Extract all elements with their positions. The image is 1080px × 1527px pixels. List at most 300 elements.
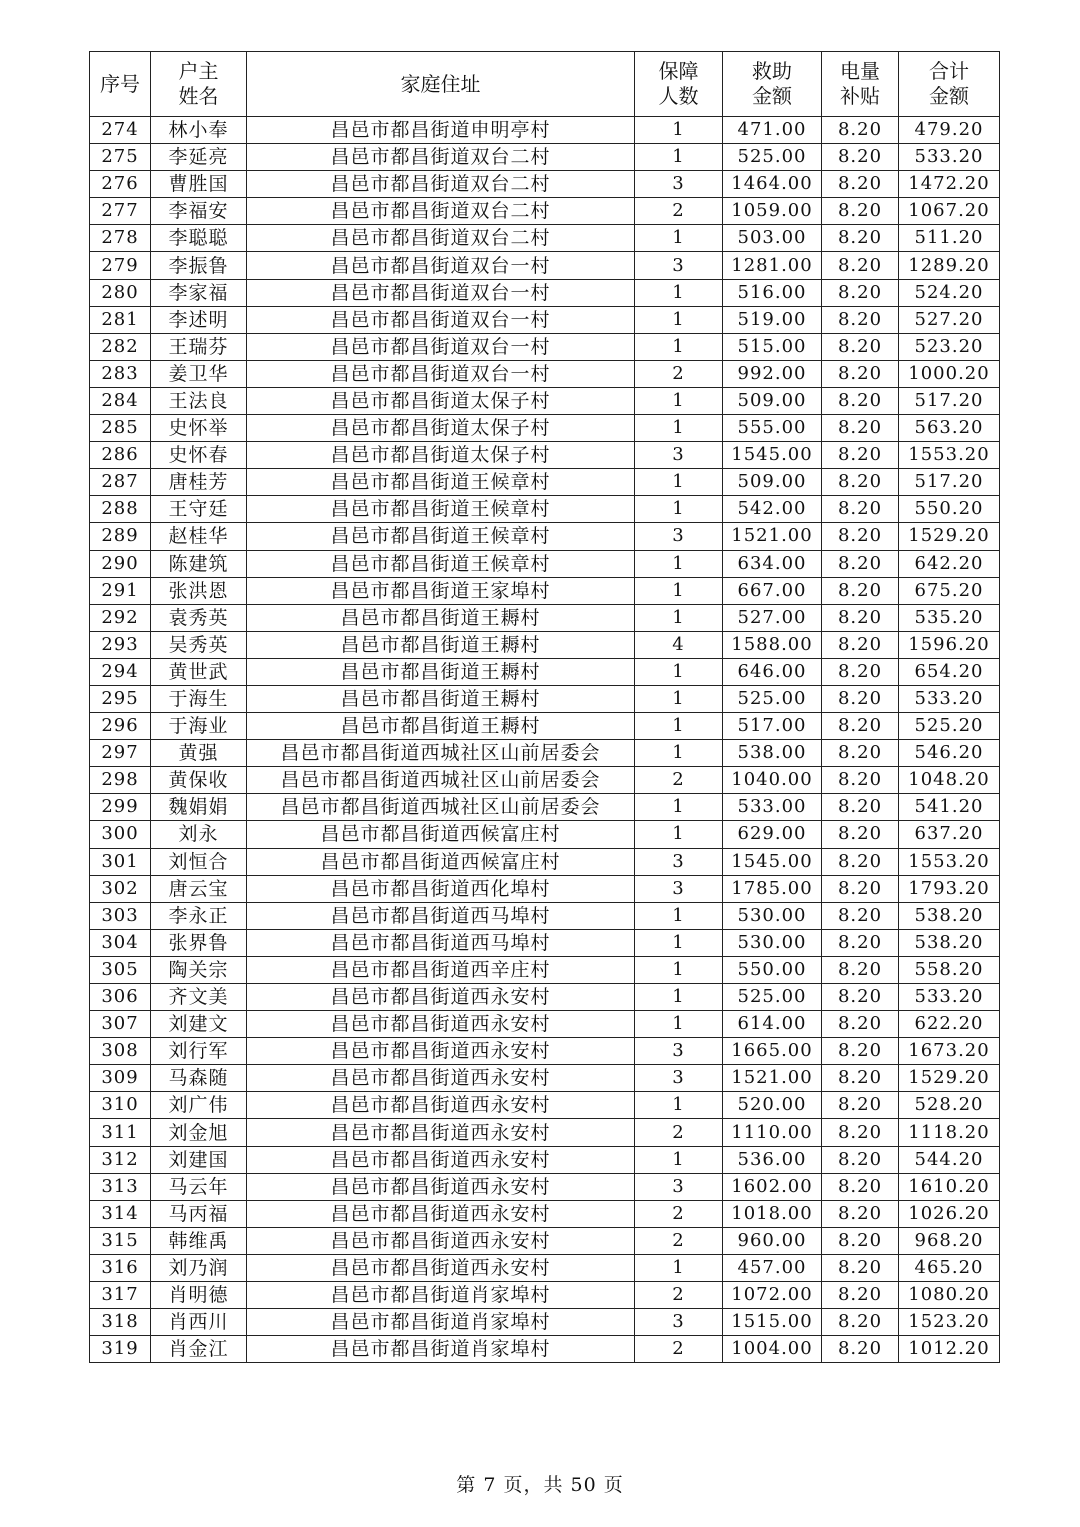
- seq-cell: 288: [90, 496, 151, 523]
- name-cell: 曹胜国: [151, 171, 247, 198]
- electricity-subsidy-cell: 8.20: [822, 794, 899, 821]
- name-cell: 李振鲁: [151, 252, 247, 279]
- page-number-text: 第 7 页，共 50 页: [456, 1474, 624, 1496]
- header-total-line2: 金额: [929, 84, 969, 108]
- seq-cell: 317: [90, 1282, 151, 1309]
- name-cell: 于海业: [151, 713, 247, 740]
- total-amount-cell: 533.20: [899, 984, 1000, 1011]
- aid-amount-cell: 1602.00: [723, 1173, 822, 1200]
- persons-cell: 1: [635, 117, 723, 144]
- table-row: [90, 604, 1000, 631]
- name-cell: 刘乃润: [151, 1254, 247, 1281]
- table-row: [90, 821, 1000, 848]
- address-cell: 昌邑市都昌街道西永安村: [247, 1173, 635, 1200]
- electricity-subsidy-cell: 8.20: [822, 685, 899, 712]
- address-cell: 昌邑市都昌街道西永安村: [247, 1200, 635, 1227]
- electricity-subsidy-cell: 8.20: [822, 875, 899, 902]
- electricity-subsidy-cell: 8.20: [822, 117, 899, 144]
- aid-amount-cell: 509.00: [723, 387, 822, 414]
- address-cell: 昌邑市都昌街道双台一村: [247, 306, 635, 333]
- electricity-subsidy-cell: 8.20: [822, 333, 899, 360]
- electricity-subsidy-cell: 8.20: [822, 1309, 899, 1336]
- total-amount-cell: 1012.20: [899, 1336, 1000, 1363]
- aid-amount-cell: 520.00: [723, 1092, 822, 1119]
- electricity-subsidy-cell: 8.20: [822, 577, 899, 604]
- table-row: [90, 1011, 1000, 1038]
- address-cell: 昌邑市都昌街道西马埠村: [247, 929, 635, 956]
- aid-amount-cell: 515.00: [723, 333, 822, 360]
- electricity-subsidy-cell: 8.20: [822, 1200, 899, 1227]
- aid-amount-cell: 503.00: [723, 225, 822, 252]
- aid-amount-cell: 1545.00: [723, 442, 822, 469]
- total-amount-cell: 511.20: [899, 225, 1000, 252]
- address-cell: 昌邑市都昌街道西城社区山前居委会: [247, 794, 635, 821]
- aid-amount-cell: 533.00: [723, 794, 822, 821]
- electricity-subsidy-cell: 8.20: [822, 225, 899, 252]
- address-cell: 昌邑市都昌街道双台一村: [247, 279, 635, 306]
- electricity-subsidy-cell: 8.20: [822, 902, 899, 929]
- electricity-subsidy-cell: 8.20: [822, 469, 899, 496]
- total-amount-cell: 546.20: [899, 740, 1000, 767]
- total-amount-cell: 1596.20: [899, 631, 1000, 658]
- aid-amount-cell: 517.00: [723, 713, 822, 740]
- aid-amount-cell: 530.00: [723, 902, 822, 929]
- table-row: [90, 1200, 1000, 1227]
- name-cell: 王瑞芬: [151, 333, 247, 360]
- persons-cell: 3: [635, 1038, 723, 1065]
- name-cell: 刘行军: [151, 1038, 247, 1065]
- aid-amount-cell: 538.00: [723, 740, 822, 767]
- name-cell: 李家福: [151, 279, 247, 306]
- aid-amount-cell: 530.00: [723, 929, 822, 956]
- persons-cell: 2: [635, 198, 723, 225]
- persons-cell: 3: [635, 1173, 723, 1200]
- name-cell: 李述明: [151, 306, 247, 333]
- aid-amount-cell: 1521.00: [723, 1065, 822, 1092]
- persons-cell: 2: [635, 1282, 723, 1309]
- total-amount-cell: 1067.20: [899, 198, 1000, 225]
- header-total-line1: 合计: [929, 59, 969, 83]
- seq-cell: 275: [90, 144, 151, 171]
- total-amount-cell: 675.20: [899, 577, 1000, 604]
- total-amount-cell: 968.20: [899, 1227, 1000, 1254]
- name-cell: 肖西川: [151, 1309, 247, 1336]
- electricity-subsidy-cell: 8.20: [822, 387, 899, 414]
- persons-cell: 1: [635, 387, 723, 414]
- aid-amount-cell: 992.00: [723, 360, 822, 387]
- seq-cell: 304: [90, 929, 151, 956]
- name-cell: 张洪恩: [151, 577, 247, 604]
- persons-cell: 1: [635, 685, 723, 712]
- persons-cell: 1: [635, 821, 723, 848]
- persons-cell: 3: [635, 875, 723, 902]
- address-cell: 昌邑市都昌街道王耨村: [247, 658, 635, 685]
- aid-amount-cell: 1588.00: [723, 631, 822, 658]
- seq-cell: 286: [90, 442, 151, 469]
- electricity-subsidy-cell: 8.20: [822, 604, 899, 631]
- persons-cell: 1: [635, 740, 723, 767]
- address-cell: 昌邑市都昌街道西马埠村: [247, 902, 635, 929]
- address-cell: 昌邑市都昌街道王候章村: [247, 469, 635, 496]
- table-row: [90, 117, 1000, 144]
- electricity-subsidy-cell: 8.20: [822, 252, 899, 279]
- address-cell: 昌邑市都昌街道申明亭村: [247, 117, 635, 144]
- table-row: [90, 1173, 1000, 1200]
- name-cell: 吴秀英: [151, 631, 247, 658]
- address-cell: 昌邑市都昌街道西永安村: [247, 1092, 635, 1119]
- table-row: [90, 198, 1000, 225]
- seq-cell: 315: [90, 1227, 151, 1254]
- name-cell: 刘恒合: [151, 848, 247, 875]
- persons-cell: 1: [635, 604, 723, 631]
- aid-amount-cell: 471.00: [723, 117, 822, 144]
- total-amount-cell: 479.20: [899, 117, 1000, 144]
- name-cell: 刘金旭: [151, 1119, 247, 1146]
- persons-cell: 1: [635, 333, 723, 360]
- aid-amount-cell: 1545.00: [723, 848, 822, 875]
- aid-amount-cell: 519.00: [723, 306, 822, 333]
- address-cell: 昌邑市都昌街道王候章村: [247, 523, 635, 550]
- electricity-subsidy-cell: 8.20: [822, 144, 899, 171]
- total-amount-cell: 563.20: [899, 415, 1000, 442]
- name-cell: 袁秀英: [151, 604, 247, 631]
- total-amount-cell: 558.20: [899, 956, 1000, 983]
- seq-cell: 276: [90, 171, 151, 198]
- address-cell: 昌邑市都昌街道王耨村: [247, 685, 635, 712]
- table-row: [90, 1038, 1000, 1065]
- seq-cell: 292: [90, 604, 151, 631]
- seq-cell: 312: [90, 1146, 151, 1173]
- persons-cell: 2: [635, 767, 723, 794]
- aid-amount-cell: 1004.00: [723, 1336, 822, 1363]
- persons-cell: 2: [635, 1336, 723, 1363]
- electricity-subsidy-cell: 8.20: [822, 442, 899, 469]
- aid-amount-cell: 1464.00: [723, 171, 822, 198]
- aid-amount-cell: 1059.00: [723, 198, 822, 225]
- aid-amount-cell: 614.00: [723, 1011, 822, 1038]
- total-amount-cell: 1026.20: [899, 1200, 1000, 1227]
- persons-cell: 1: [635, 929, 723, 956]
- name-cell: 刘广伟: [151, 1092, 247, 1119]
- persons-cell: 3: [635, 252, 723, 279]
- address-cell: 昌邑市都昌街道西永安村: [247, 1254, 635, 1281]
- persons-cell: 4: [635, 631, 723, 658]
- electricity-subsidy-cell: 8.20: [822, 1011, 899, 1038]
- address-cell: 昌邑市都昌街道西永安村: [247, 1119, 635, 1146]
- seq-cell: 283: [90, 360, 151, 387]
- electricity-subsidy-cell: 8.20: [822, 171, 899, 198]
- seq-cell: 311: [90, 1119, 151, 1146]
- electricity-subsidy-cell: 8.20: [822, 740, 899, 767]
- seq-cell: 301: [90, 848, 151, 875]
- address-cell: 昌邑市都昌街道西城社区山前居委会: [247, 740, 635, 767]
- seq-cell: 281: [90, 306, 151, 333]
- name-cell: 刘建国: [151, 1146, 247, 1173]
- seq-cell: 316: [90, 1254, 151, 1281]
- address-cell: 昌邑市都昌街道西永安村: [247, 1038, 635, 1065]
- table-row: [90, 794, 1000, 821]
- header-seq-label: 序号: [100, 71, 140, 96]
- table-row: [90, 767, 1000, 794]
- seq-cell: 302: [90, 875, 151, 902]
- address-cell: 昌邑市都昌街道西城社区山前居委会: [247, 767, 635, 794]
- persons-cell: 1: [635, 1011, 723, 1038]
- address-cell: 昌邑市都昌街道双台一村: [247, 252, 635, 279]
- total-amount-cell: 637.20: [899, 821, 1000, 848]
- electricity-subsidy-cell: 8.20: [822, 1092, 899, 1119]
- electricity-subsidy-cell: 8.20: [822, 713, 899, 740]
- table-row: [90, 1119, 1000, 1146]
- total-amount-cell: 1793.20: [899, 875, 1000, 902]
- table-row: [90, 225, 1000, 252]
- address-cell: 昌邑市都昌街道西候富庄村: [247, 848, 635, 875]
- seq-cell: 294: [90, 658, 151, 685]
- table-row: [90, 1336, 1000, 1363]
- electricity-subsidy-cell: 8.20: [822, 767, 899, 794]
- electricity-subsidy-cell: 8.20: [822, 956, 899, 983]
- persons-cell: 1: [635, 1092, 723, 1119]
- aid-amount-cell: 509.00: [723, 469, 822, 496]
- seq-cell: 293: [90, 631, 151, 658]
- table-row: [90, 279, 1000, 306]
- address-cell: 昌邑市都昌街道王耨村: [247, 713, 635, 740]
- address-cell: 昌邑市都昌街道王候章村: [247, 550, 635, 577]
- table-row: [90, 577, 1000, 604]
- total-amount-cell: 538.20: [899, 902, 1000, 929]
- aid-amount-cell: 1665.00: [723, 1038, 822, 1065]
- table-row: [90, 144, 1000, 171]
- address-cell: 昌邑市都昌街道肖家埠村: [247, 1282, 635, 1309]
- name-cell: 黄世武: [151, 658, 247, 685]
- table-row: [90, 360, 1000, 387]
- electricity-subsidy-cell: 8.20: [822, 821, 899, 848]
- table-row: [90, 1146, 1000, 1173]
- header-address: [247, 52, 635, 117]
- seq-cell: 296: [90, 713, 151, 740]
- total-amount-cell: 622.20: [899, 1011, 1000, 1038]
- persons-cell: 1: [635, 469, 723, 496]
- table-row: [90, 902, 1000, 929]
- electricity-subsidy-cell: 8.20: [822, 523, 899, 550]
- electricity-subsidy-cell: 8.20: [822, 1119, 899, 1146]
- persons-cell: 3: [635, 171, 723, 198]
- name-cell: 唐云宝: [151, 875, 247, 902]
- seq-cell: 279: [90, 252, 151, 279]
- table-row: [90, 442, 1000, 469]
- name-cell: 王法良: [151, 387, 247, 414]
- aid-amount-cell: 525.00: [723, 144, 822, 171]
- persons-cell: 1: [635, 279, 723, 306]
- electricity-subsidy-cell: 8.20: [822, 984, 899, 1011]
- aid-amount-cell: 1521.00: [723, 523, 822, 550]
- electricity-subsidy-cell: 8.20: [822, 848, 899, 875]
- name-cell: 李延亮: [151, 144, 247, 171]
- name-cell: 刘建文: [151, 1011, 247, 1038]
- persons-cell: 2: [635, 1119, 723, 1146]
- name-cell: 王守廷: [151, 496, 247, 523]
- total-amount-cell: 1289.20: [899, 252, 1000, 279]
- total-amount-cell: 533.20: [899, 144, 1000, 171]
- seq-cell: 308: [90, 1038, 151, 1065]
- table-row: [90, 875, 1000, 902]
- electricity-subsidy-cell: 8.20: [822, 1227, 899, 1254]
- persons-cell: 1: [635, 1146, 723, 1173]
- address-cell: 昌邑市都昌街道王家埠村: [247, 577, 635, 604]
- name-cell: 魏娟娟: [151, 794, 247, 821]
- persons-cell: 1: [635, 306, 723, 333]
- electricity-subsidy-cell: 8.20: [822, 929, 899, 956]
- aid-amount-cell: 1110.00: [723, 1119, 822, 1146]
- total-amount-cell: 524.20: [899, 279, 1000, 306]
- electricity-subsidy-cell: 8.20: [822, 1146, 899, 1173]
- address-cell: 昌邑市都昌街道肖家埠村: [247, 1336, 635, 1363]
- aid-amount-cell: 634.00: [723, 550, 822, 577]
- address-cell: 昌邑市都昌街道西永安村: [247, 1065, 635, 1092]
- electricity-subsidy-cell: 8.20: [822, 658, 899, 685]
- header-elec-line2: 补贴: [840, 84, 880, 108]
- name-cell: 李聪聪: [151, 225, 247, 252]
- address-cell: 昌邑市都昌街道王耨村: [247, 631, 635, 658]
- table-row: [90, 306, 1000, 333]
- seq-cell: 300: [90, 821, 151, 848]
- aid-amount-cell: 1785.00: [723, 875, 822, 902]
- total-amount-cell: 523.20: [899, 333, 1000, 360]
- persons-cell: 1: [635, 225, 723, 252]
- table-row: [90, 387, 1000, 414]
- electricity-subsidy-cell: 8.20: [822, 1173, 899, 1200]
- header-address-label: 家庭住址: [400, 71, 481, 96]
- name-cell: 史怀举: [151, 415, 247, 442]
- aid-amount-cell: 1040.00: [723, 767, 822, 794]
- table-row: [90, 1309, 1000, 1336]
- aid-amount-cell: 629.00: [723, 821, 822, 848]
- seq-cell: 282: [90, 333, 151, 360]
- total-amount-cell: 533.20: [899, 685, 1000, 712]
- total-amount-cell: 642.20: [899, 550, 1000, 577]
- aid-amount-cell: 516.00: [723, 279, 822, 306]
- total-amount-cell: 1048.20: [899, 767, 1000, 794]
- table-row: [90, 1282, 1000, 1309]
- name-cell: 史怀春: [151, 442, 247, 469]
- persons-cell: 1: [635, 144, 723, 171]
- table-row: [90, 956, 1000, 983]
- address-cell: 昌邑市都昌街道双台二村: [247, 225, 635, 252]
- aid-amount-cell: 1072.00: [723, 1282, 822, 1309]
- persons-cell: 1: [635, 496, 723, 523]
- seq-cell: 319: [90, 1336, 151, 1363]
- name-cell: 陈建筑: [151, 550, 247, 577]
- table-row: [90, 523, 1000, 550]
- persons-cell: 1: [635, 956, 723, 983]
- name-cell: 唐桂芳: [151, 469, 247, 496]
- seq-cell: 310: [90, 1092, 151, 1119]
- table-row: [90, 1254, 1000, 1281]
- relief-table: [89, 51, 1000, 1363]
- header-electricity-subsidy: [822, 52, 899, 117]
- name-cell: 李福安: [151, 198, 247, 225]
- seq-cell: 298: [90, 767, 151, 794]
- table-row: [90, 550, 1000, 577]
- total-amount-cell: 528.20: [899, 1092, 1000, 1119]
- header-persons-line2: 人数: [658, 84, 699, 108]
- table-row: [90, 740, 1000, 767]
- address-cell: 昌邑市都昌街道西永安村: [247, 1227, 635, 1254]
- address-cell: 昌邑市都昌街道西辛庄村: [247, 956, 635, 983]
- total-amount-cell: 465.20: [899, 1254, 1000, 1281]
- seq-cell: 309: [90, 1065, 151, 1092]
- address-cell: 昌邑市都昌街道双台二村: [247, 171, 635, 198]
- page-footer: [0, 1470, 1080, 1497]
- electricity-subsidy-cell: 8.20: [822, 1038, 899, 1065]
- address-cell: 昌邑市都昌街道西永安村: [247, 984, 635, 1011]
- name-cell: 李永正: [151, 902, 247, 929]
- seq-cell: 290: [90, 550, 151, 577]
- header-elec-line1: 电量: [840, 59, 880, 83]
- seq-cell: 306: [90, 984, 151, 1011]
- table-row: [90, 1092, 1000, 1119]
- name-cell: 韩维禹: [151, 1227, 247, 1254]
- table-row: [90, 713, 1000, 740]
- address-cell: 昌邑市都昌街道双台一村: [247, 333, 635, 360]
- persons-cell: 3: [635, 523, 723, 550]
- aid-amount-cell: 1018.00: [723, 1200, 822, 1227]
- electricity-subsidy-cell: 8.20: [822, 550, 899, 577]
- aid-amount-cell: 457.00: [723, 1254, 822, 1281]
- total-amount-cell: 1553.20: [899, 848, 1000, 875]
- address-cell: 昌邑市都昌街道西候富庄村: [247, 821, 635, 848]
- seq-cell: 314: [90, 1200, 151, 1227]
- persons-cell: 1: [635, 658, 723, 685]
- seq-cell: 291: [90, 577, 151, 604]
- aid-amount-cell: 960.00: [723, 1227, 822, 1254]
- electricity-subsidy-cell: 8.20: [822, 1336, 899, 1363]
- table-row: [90, 631, 1000, 658]
- seq-cell: 278: [90, 225, 151, 252]
- seq-cell: 318: [90, 1309, 151, 1336]
- aid-amount-cell: 550.00: [723, 956, 822, 983]
- name-cell: 赵桂华: [151, 523, 247, 550]
- total-amount-cell: 1080.20: [899, 1282, 1000, 1309]
- table-row: [90, 469, 1000, 496]
- address-cell: 昌邑市都昌街道太保子村: [247, 415, 635, 442]
- address-cell: 昌邑市都昌街道双台二村: [247, 144, 635, 171]
- header-aid-line2: 金额: [752, 84, 792, 108]
- name-cell: 于海生: [151, 685, 247, 712]
- electricity-subsidy-cell: 8.20: [822, 360, 899, 387]
- total-amount-cell: 550.20: [899, 496, 1000, 523]
- name-cell: 刘永: [151, 821, 247, 848]
- name-cell: 林小奉: [151, 117, 247, 144]
- seq-cell: 274: [90, 117, 151, 144]
- table-row: [90, 984, 1000, 1011]
- table-row: [90, 929, 1000, 956]
- electricity-subsidy-cell: 8.20: [822, 198, 899, 225]
- seq-cell: 280: [90, 279, 151, 306]
- persons-cell: 2: [635, 1200, 723, 1227]
- address-cell: 昌邑市都昌街道双台一村: [247, 360, 635, 387]
- seq-cell: 307: [90, 1011, 151, 1038]
- table-row: [90, 415, 1000, 442]
- aid-amount-cell: 527.00: [723, 604, 822, 631]
- total-amount-cell: 654.20: [899, 658, 1000, 685]
- total-amount-cell: 1529.20: [899, 1065, 1000, 1092]
- name-cell: 马森随: [151, 1065, 247, 1092]
- total-amount-cell: 1529.20: [899, 523, 1000, 550]
- persons-cell: 1: [635, 984, 723, 1011]
- address-cell: 昌邑市都昌街道王耨村: [247, 604, 635, 631]
- persons-cell: 1: [635, 713, 723, 740]
- aid-amount-cell: 667.00: [723, 577, 822, 604]
